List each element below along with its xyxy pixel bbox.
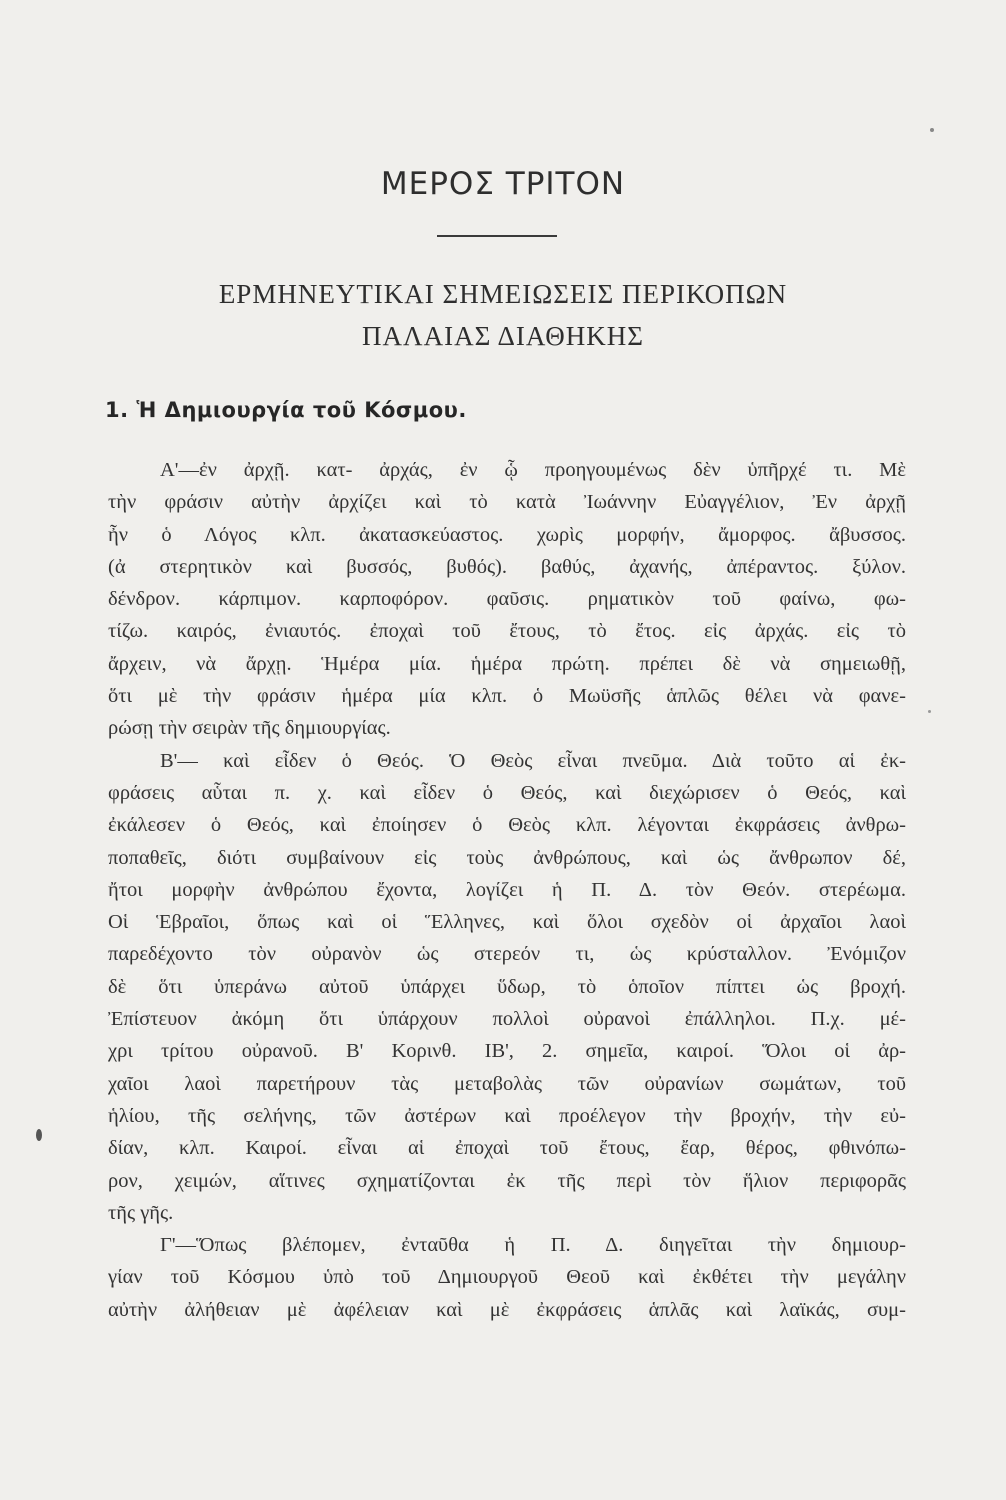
main-title-line-1: ΕΡΜΗΝΕΥΤΙΚΑΙ ΣΗΜΕΙΩΣΕΙΣ ΠΕΡΙΚΟΠΩΝ	[218, 279, 788, 309]
body-line: τὴν φράσιν αὐτὴν ἀρχίζει καὶ τὸ κατὰ Ἰωάννην Εὐαγγέλιον, Ἐν ἀρχῇ	[108, 491, 906, 514]
body-line: Β'— καὶ εἶδεν ὁ Θεός. Ὁ Θεὸς εἶναι πνεῦμα. Διὰ τοῦτο αἱ ἐκ-	[160, 749, 906, 772]
body-line: δένδρον. κάρπιμον. καρποφόρον. φαῦσις. ρηματικὸν τοῦ φαίνω, φω-	[108, 588, 906, 611]
body-line: ποπαθεῖς, διότι συμβαίνουν εἰς τοὺς ἀνθρώπους, καὶ ὡς ἄνθρωπον δέ,	[108, 846, 906, 869]
body-line: ἄρχειν, νὰ ἄρχῃ. Ἡμέρα μία. ἡμέρα πρώτη. πρέπει δὲ νὰ σημειωθῇ,	[108, 652, 906, 675]
body-line: χρι τρίτου οὐρανοῦ. Β' Κορινθ. ΙΒ', 2. σημεῖα, καιροί. Ὅλοι οἱ ἀρ-	[108, 1040, 906, 1063]
body-line: τῆς γῆς.	[108, 1201, 174, 1224]
body-line: ρον, χειμών, αἵτινες σχηματίζονται ἐκ τῆς περὶ τὸν ἥλιον περιφορᾶς	[108, 1169, 906, 1192]
title-rule	[437, 235, 557, 237]
body-line: δίαν, κλπ. Καιροί. εἶναι αἱ ἐποχαὶ τοῦ ἔτους, ἔαρ, θέρος, φθινόπω-	[108, 1137, 906, 1160]
part-title: ΜΕΡΟΣ ΤΡΙΤΟΝ	[380, 166, 626, 202]
body-line: (ἀ στερητικὸν καὶ βυσσός, βυθός). βαθύς, ἀχανής, ἀπέραντος. ξύλον.	[108, 555, 906, 578]
body-text	[108, 454, 906, 1326]
main-title-line-2: ΠΑΛΑΙΑΣ ΔΙΑΘΗΚΗΣ	[362, 321, 644, 351]
body-line: ὅτι μὲ τὴν φράσιν ἡμέρα μία κλπ. ὁ Μωϋσῆς ἁπλῶς θέλει νὰ φανε-	[108, 685, 906, 708]
body-line: γίαν τοῦ Κόσμου ὑπὸ τοῦ Δημιουργοῦ Θεοῦ καὶ ἐκθέτει τὴν μεγάλην	[108, 1266, 906, 1289]
body-line: ἐκάλεσεν ὁ Θεός, καὶ ἐποίησεν ὁ Θεὸς κλπ. λέγονται ἐκφράσεις ἀνθρω-	[108, 814, 906, 837]
body-line: Ἐπίστευον ἀκόμη ὅτι ὑπάρχουν πολλοὶ οὐρανοὶ ἐπάλληλοι. Π.χ. μέ-	[108, 1008, 906, 1031]
body-line: ἡλίου, τῆς σελήνης, τῶν ἀστέρων καὶ προέλεγον τὴν βροχήν, τὴν εὐ-	[108, 1104, 906, 1127]
paper-speck	[928, 710, 931, 713]
body-line: φράσεις αὗται π. χ. καὶ εἶδεν ὁ Θεός, καὶ διεχώρισεν ὁ Θεός, καὶ	[108, 781, 906, 804]
paper-speck	[930, 128, 934, 132]
body-line: ρώσῃ τὴν σειρὰν τῆς δημιουργίας.	[108, 717, 391, 740]
body-line: αὐτὴν ἀλήθειαν μὲ ἀφέλειαν καὶ μὲ ἐκφράσεις ἁπλᾶς καὶ λαϊκάς, συμ-	[108, 1298, 906, 1321]
body-line: Οἱ Ἑβραῖοι, ὅπως καὶ οἱ Ἕλληνες, καὶ ὅλοι σχεδὸν οἱ ἀρχαῖοι λαοὶ	[108, 911, 906, 934]
body-line: τίζω. καιρός, ἐνιαυτός. ἐποχαὶ τοῦ ἔτους, τὸ ἔτος. εἰς ἀρχάς. εἰς τὸ	[108, 620, 906, 643]
section-heading: 1. Ἡ Δημιουργία τοῦ Κόσμου.	[105, 398, 467, 422]
body-line: Γ'—Ὅπως βλέπομεν, ἐνταῦθα ἡ Π. Δ. διηγεῖται τὴν δημιουρ-	[160, 1234, 906, 1257]
body-line: χαῖοι λαοὶ παρετήρουν τὰς μεταβολὰς τῶν οὐρανίων σωμάτων, τοῦ	[108, 1072, 906, 1095]
body-line: παρεδέχοντο τὸν οὐρανὸν ὡς στερεόν τι, ὡς κρύσταλλον. Ἐνόμιζον	[108, 943, 906, 966]
body-line: Α'—ἐν ἀρχῇ. κατ- ἀρχάς, ἐν ᾧ προηγουμένως δὲν ὑπῆρχέ τι. Μὲ	[160, 459, 906, 481]
body-line: δὲ ὅτι ὑπεράνω αὐτοῦ ὑπάρχει ὕδωρ, τὸ ὁποῖον πίπτει ὡς βροχή.	[108, 975, 906, 998]
paper-speck	[36, 1129, 42, 1141]
body-line: ἦν ὁ Λόγος κλπ. ἀκατασκεύαστος. χωρὶς μορφήν, ἄμορφος. ἄβυσσος.	[108, 523, 906, 546]
body-line: ἤτοι μορφὴν ἀνθρώπου ἔχοντα, λογίζει ἡ Π. Δ. τὸν Θεόν. στερέωμα.	[108, 878, 906, 901]
